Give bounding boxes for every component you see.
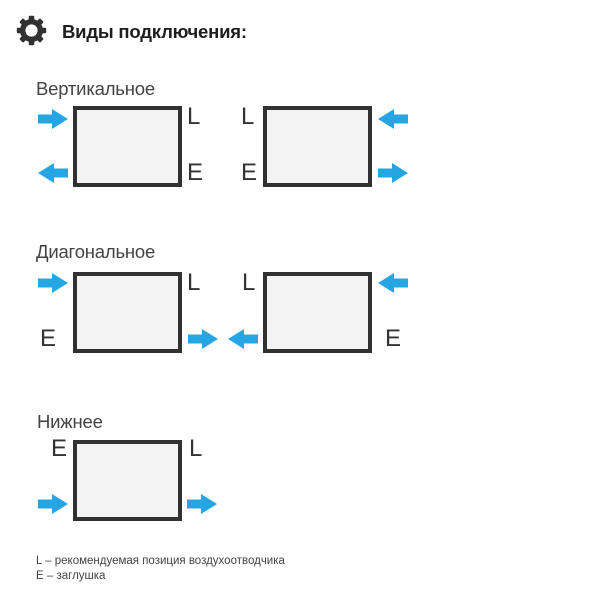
outlet-arrow-right-icon <box>378 163 408 183</box>
radiator-rect <box>73 106 182 187</box>
air-vent-label-l: L <box>189 435 203 462</box>
legend-line-plug: E – заглушка <box>36 570 106 582</box>
plug-label-e: E <box>187 159 204 186</box>
outlet-arrow-left-icon <box>228 329 258 349</box>
page-title: Виды подключения: <box>62 21 247 42</box>
section-title-diagonal: Диагональное <box>36 241 156 262</box>
radiator-rect <box>73 272 182 353</box>
outlet-arrow-right-icon <box>187 494 217 514</box>
legend-line-air-vent: L – рекомендуемая позиция воздухоотводчика <box>36 555 285 567</box>
air-vent-label-l: L <box>187 269 201 296</box>
legend <box>36 554 285 584</box>
outlet-arrow-left-icon <box>38 163 68 183</box>
section-title-bottom: Нижнее <box>37 411 103 432</box>
inlet-arrow-right-icon <box>38 494 68 514</box>
plug-label-e: E <box>385 325 402 352</box>
radiator-rect <box>263 106 372 187</box>
gear-icon <box>16 15 47 46</box>
air-vent-label-l: L <box>241 103 255 130</box>
outlet-arrow-right-icon <box>188 329 218 349</box>
plug-label-e: E <box>40 325 57 352</box>
air-vent-label-l: L <box>242 269 256 296</box>
plug-label-e: E <box>51 435 68 462</box>
inlet-arrow-right-icon <box>38 273 68 293</box>
inlet-arrow-right-icon <box>38 109 68 129</box>
inlet-arrow-left-icon <box>378 273 408 293</box>
radiator-rect <box>73 440 182 521</box>
radiator-rect <box>263 272 372 353</box>
section-title-vertical: Вертикальное <box>36 78 155 99</box>
air-vent-label-l: L <box>187 103 201 130</box>
plug-label-e: E <box>241 159 258 186</box>
inlet-arrow-left-icon <box>378 109 408 129</box>
